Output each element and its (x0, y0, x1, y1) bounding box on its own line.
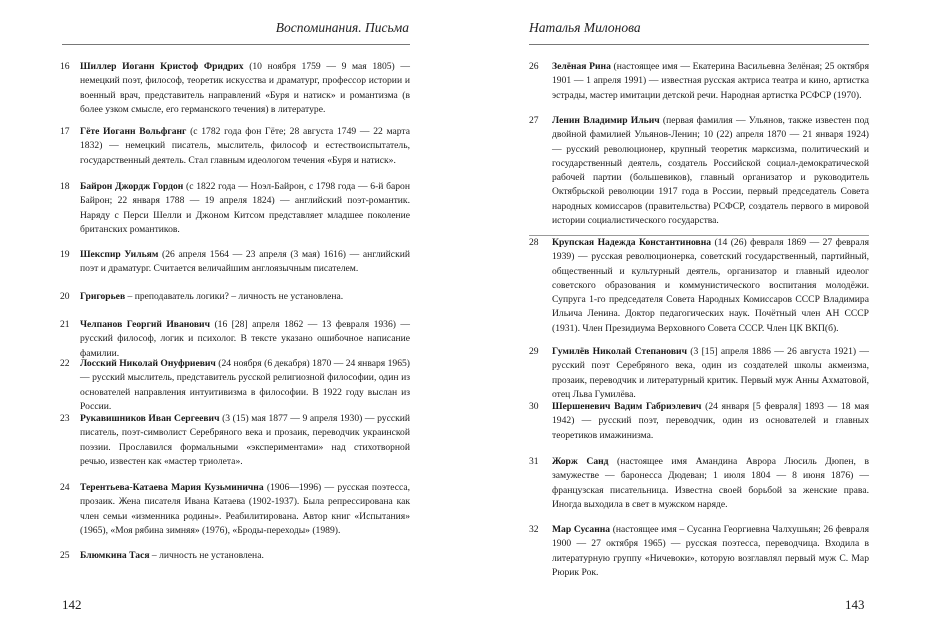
footnote-entry-32 (529, 523, 869, 580)
entry-text: (26 апреля 1564 — 23 апреля (3 мая) 1616) — английский поэт и драматург. Считается величайшим англоязычным писателем. (80, 249, 410, 275)
right-page (467, 0, 935, 644)
entry-text: – личность не установлена. (149, 550, 264, 561)
footnote-entry-28 (529, 236, 869, 336)
entry-text: (настоящее имя – Сусанна Георгиевна Чалхушьян; 26 февраля 1900 — 27 октября 1965) — русская поэтесса, переводчица. Входила в литературную группу «Ничевоки», которую возглавлял первый муж С. Мар Рюрик Рок. (552, 524, 869, 578)
entry-number: 18 (60, 181, 70, 192)
entry-number: 20 (60, 291, 70, 302)
entry-name: Зелёная Рина (552, 61, 611, 72)
entry-number: 23 (60, 413, 70, 424)
entry-number: 25 (60, 550, 70, 561)
entry-text: (1906—1996) — русская поэтесса, прозаик. Жена писателя Ивана Катаева (1902-1937). Была репрессирована как член семьи «изменника родины». Реабилитирована. Автор книг «Испытания» (1965), «Моя рябина зимняя» (1976), «Броды-переходы» (1989). (80, 482, 410, 536)
entry-number: 24 (60, 482, 70, 493)
entry-text: (настоящее имя Амандина Аврора Люсиль Дюпен, в замужестве — баронесса Дюдеван; 1 июля 1804 — 8 июня 1876) — французская писательница. Известна своей борьбой за женские права. Иногда выходила в свет в мужском наряде. (552, 456, 869, 510)
entry-text: (первая фамилия — Ульянов, также известен под двойной фамилией Ульянов-Ленин; 10 (22) апреля 1870 — 21 января 1924) — русский революционер, крупный теоретик марксизма, политический и государственный деятель, создатель Российской социал-демократической рабочей партии (большевиков), главный организатор и руководитель Октябрьской революции 1917 года в России, первый председатель Совета народных комиссаров (правительства) РСФСР, создатель первого в мировой истории социалистического государства. (552, 115, 869, 227)
entry-name: Григорьев (80, 291, 126, 302)
entry-name: Шиллер Иоганн Кристоф Фридрих (80, 61, 244, 72)
left-page (0, 0, 467, 644)
running-header-right: Наталья Милонова (529, 20, 641, 35)
entry-number: 28 (529, 237, 539, 248)
footnote-entry-24 (60, 481, 410, 538)
entry-number: 31 (529, 456, 539, 467)
entry-text: (настоящее имя — Екатерина Васильевна Зелёная; 25 октября 1901 — 1 апреля 1991) — известная русская актриса театра и кино, артистка эстрады, мастер имитации детской речи. Народная артистка РСФСР (1970). (552, 61, 869, 101)
entry-text: (с 1782 года фон Гёте; 28 августа 1749 — 22 марта 1832) — немецкий писатель, мыслитель, философ и естествоиспытатель, государственный деятель. Стал главным идеологом течения «Буря и натиск». (80, 126, 410, 166)
entry-name: Гумилёв Николай Степанович (552, 346, 687, 357)
entry-name: Гёте Иоганн Вольфганг (80, 126, 187, 137)
entry-number: 16 (60, 61, 70, 72)
entry-text: (16 [28] апреля 1862 — 13 февраля 1936) — русский философ, логик и психолог. В тексте указано ошибочное написание фамилии. (80, 319, 411, 359)
entry-number: 22 (60, 358, 70, 369)
footnote-entry-26 (529, 60, 869, 103)
footnote-entry-16 (60, 60, 410, 117)
entry-name: Крупская Надежда Константиновна (552, 237, 712, 248)
entry-name: Челпанов Георгий Иванович (80, 319, 210, 330)
footnote-entry-22 (60, 357, 410, 414)
entry-name: Байрон Джордж Гордон (80, 181, 184, 192)
entry-number: 26 (529, 61, 539, 72)
entry-name: Блюмкина Тася (80, 550, 150, 561)
footnote-entry-20 (60, 290, 410, 304)
page-number-right: 143 (845, 597, 865, 612)
entry-text: (24 ноября (6 декабря) 1870 — 24 января 1965) — русский мыслитель, представитель русской религиозной философии, один из основателей направления интуитивизма в философии. В 1922 году выслан из России. (80, 358, 410, 412)
entry-name: Жорж Санд (552, 456, 609, 467)
entry-text: (с 1822 года — Ноэл-Байрон, с 1798 года — 6-й барон Байрон; 22 января 1788 — 19 апреля 1824) — английский поэт-романтик. Наряду с Перси Шелли и Джоном Китсом представляет младшее поколение британских романтиков. (80, 181, 410, 235)
footnote-entry-19 (60, 248, 410, 277)
entry-text: (3 (15) мая 1877 — 9 апреля 1930) — русский писатель, поэт-символист Серебряного века и прозаик, переводчик украинской поэзии. Прославился формальными «экспериментами» над стихотворной речью, известен как «мастер триолета». (80, 413, 411, 467)
entry-name: Шершеневич Вадим Габриэлевич (552, 401, 702, 412)
page-number-left: 142 (62, 597, 82, 612)
entry-number: 17 (60, 126, 70, 137)
header-rule-right (529, 44, 869, 45)
footnote-entry-21 (60, 318, 410, 361)
entry-text: (24 января [5 февраля] 1893 — 18 мая 1942) — русский поэт, переводчик, один из основателей и главных теоретиков имажинизма. (552, 401, 869, 441)
footnote-entry-31 (529, 455, 869, 512)
footnote-entry-25 (60, 549, 410, 563)
entry-number: 29 (529, 346, 539, 357)
footnote-entry-27 (529, 114, 869, 228)
entry-number: 19 (60, 249, 70, 260)
footnote-entry-30 (529, 400, 869, 443)
footnote-entry-23 (60, 412, 410, 469)
footnote-entry-17 (60, 125, 410, 168)
running-header-left: Воспоминания. Письма (275, 20, 409, 35)
entry-number: 27 (529, 115, 539, 126)
entry-name: Рукавишников Иван Сергеевич (80, 413, 220, 424)
entry-text: (10 ноября 1759 — 9 мая 1805) — немецкий поэт, философ, теоретик искусства и драматург, профессор истории и военный врач, представитель направлений «Буря и натиск» и романтизма (в более узком смысле, его германского течения) в литературе. (80, 61, 410, 115)
entry-name: Мар Сусанна (552, 524, 611, 535)
entry-number: 30 (529, 401, 539, 412)
header-rule-left (62, 44, 410, 45)
entry-text: (3 [15] апреля 1886 — 26 августа 1921) — русский поэт Серебряного века, один из создателей школы акмеизма, прозаик, переводчик и литературный критик. Первый муж Анны Ахматовой, отец Льва Гумилёва. (552, 346, 869, 400)
entry-number: 32 (529, 524, 539, 535)
entry-number: 21 (60, 319, 70, 330)
entry-name: Ленин Владимир Ильич (552, 115, 660, 126)
footnote-entry-18 (60, 180, 410, 237)
footnote-entry-29 (529, 345, 869, 402)
entry-name: Шекспир Уильям (80, 249, 159, 260)
entry-text: (14 (26) февраля 1869 — 27 февраля 1939) — русская революционерка, советский государственный, партийный, общественный и культурный деятель, организатор и главный идеолог советского образования и коммунистического воспитания молодёжи. Супруга 1-го председателя Совета Народных Комиссаров СССР Владимира Ильича Ленина. Доктор педагогических наук. Почётный член АН СССР (1931). Член Президиума Верховного Совета СССР. Член ЦК ВКП(б). (552, 237, 869, 334)
entry-text: – преподаватель логики? – личность не установлена. (125, 291, 344, 302)
entry-name: Терентьева-Катаева Мария Кузьминична (80, 482, 264, 493)
entry-name: Лосский Николай Онуфриевич (80, 358, 216, 369)
